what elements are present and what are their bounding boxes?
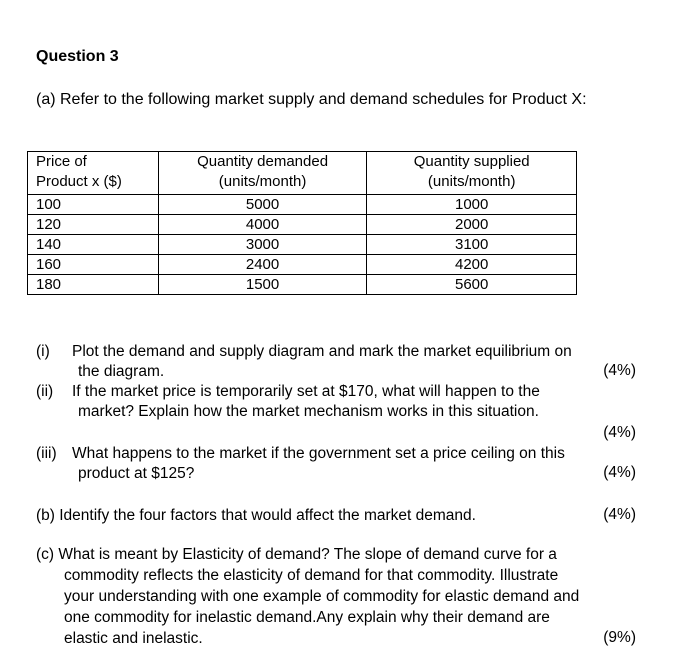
subquestion-ii-line2: market? Explain how the market mechanism works in this situation. [78, 403, 539, 420]
cell-price: 140 [28, 235, 159, 255]
header-supplied [367, 152, 577, 195]
subquestion-iii-line2: product at $125? [78, 465, 195, 482]
cell-price: 160 [28, 255, 159, 275]
subquestion-ii [36, 382, 540, 402]
cell-supplied: 1000 [367, 195, 577, 215]
part-c-line3: your understanding with one example of commodity for elastic demand and [64, 588, 580, 605]
question-title: Question 3 [36, 48, 119, 65]
part-a-intro: (a) Refer to the following market supply and demand schedules for Product X: [36, 91, 587, 108]
header-demanded-line1: Quantity demanded [197, 153, 329, 170]
subquestion-ii-line1: If the market price is temporarily set at $170, what will happen to the [72, 383, 540, 400]
part-b-text: (b) Identify the four factors that would affect the market demand. [36, 507, 476, 524]
subquestion-iii-line1: What happens to the market if the government set a price ceiling on this [72, 445, 565, 462]
table-row [28, 255, 577, 275]
subquestion-iii-marks: (4%) [603, 464, 636, 481]
subquestion-i-line2: the diagram. [78, 363, 165, 380]
header-price-line1: Price of [36, 153, 87, 170]
part-c-marks: (9%) [603, 629, 636, 646]
part-b-marks: (4%) [603, 506, 636, 523]
part-c-line5: elastic and inelastic. [64, 630, 203, 647]
cell-demanded: 2400 [158, 255, 367, 275]
cell-supplied: 4200 [367, 255, 577, 275]
cell-demanded: 3000 [158, 235, 367, 255]
subquestion-i [36, 342, 572, 362]
subquestion-ii-marks: (4%) [603, 424, 636, 441]
part-c-line2: commodity reflects the elasticity of demand for that commodity. Illustrate [64, 567, 559, 584]
part-c-line1: (c) What is meant by Elasticity of demand? The slope of demand curve for a [36, 546, 557, 563]
header-supplied-line2: (units/month) [427, 173, 516, 190]
cell-price: 180 [28, 275, 159, 295]
table-row [28, 275, 577, 295]
table-row [28, 235, 577, 255]
table-row [28, 195, 577, 215]
header-demanded [158, 152, 367, 195]
table-header-row [28, 152, 577, 195]
table-row [28, 215, 577, 235]
cell-demanded: 5000 [158, 195, 367, 215]
cell-demanded: 1500 [158, 275, 367, 295]
header-price [28, 152, 159, 195]
subquestion-i-number: (i) [36, 343, 50, 360]
subquestion-i-line1: Plot the demand and supply diagram and mark the market equilibrium on [72, 343, 572, 360]
subquestion-ii-number: (ii) [36, 383, 54, 400]
cell-price: 120 [28, 215, 159, 235]
subquestion-iii [36, 444, 565, 464]
header-supplied-line1: Quantity supplied [413, 153, 530, 170]
subquestion-i-marks: (4%) [603, 362, 636, 379]
schedule-table [27, 151, 577, 295]
cell-supplied: 2000 [367, 215, 577, 235]
subquestion-iii-number: (iii) [36, 445, 57, 462]
part-c-line4: one commodity for inelastic demand.Any explain why their demand are [64, 609, 550, 626]
cell-price: 100 [28, 195, 159, 215]
header-price-line2: Product x ($) [36, 173, 122, 190]
cell-supplied: 3100 [367, 235, 577, 255]
cell-demanded: 4000 [158, 215, 367, 235]
cell-supplied: 5600 [367, 275, 577, 295]
header-demanded-line2: (units/month) [218, 173, 307, 190]
